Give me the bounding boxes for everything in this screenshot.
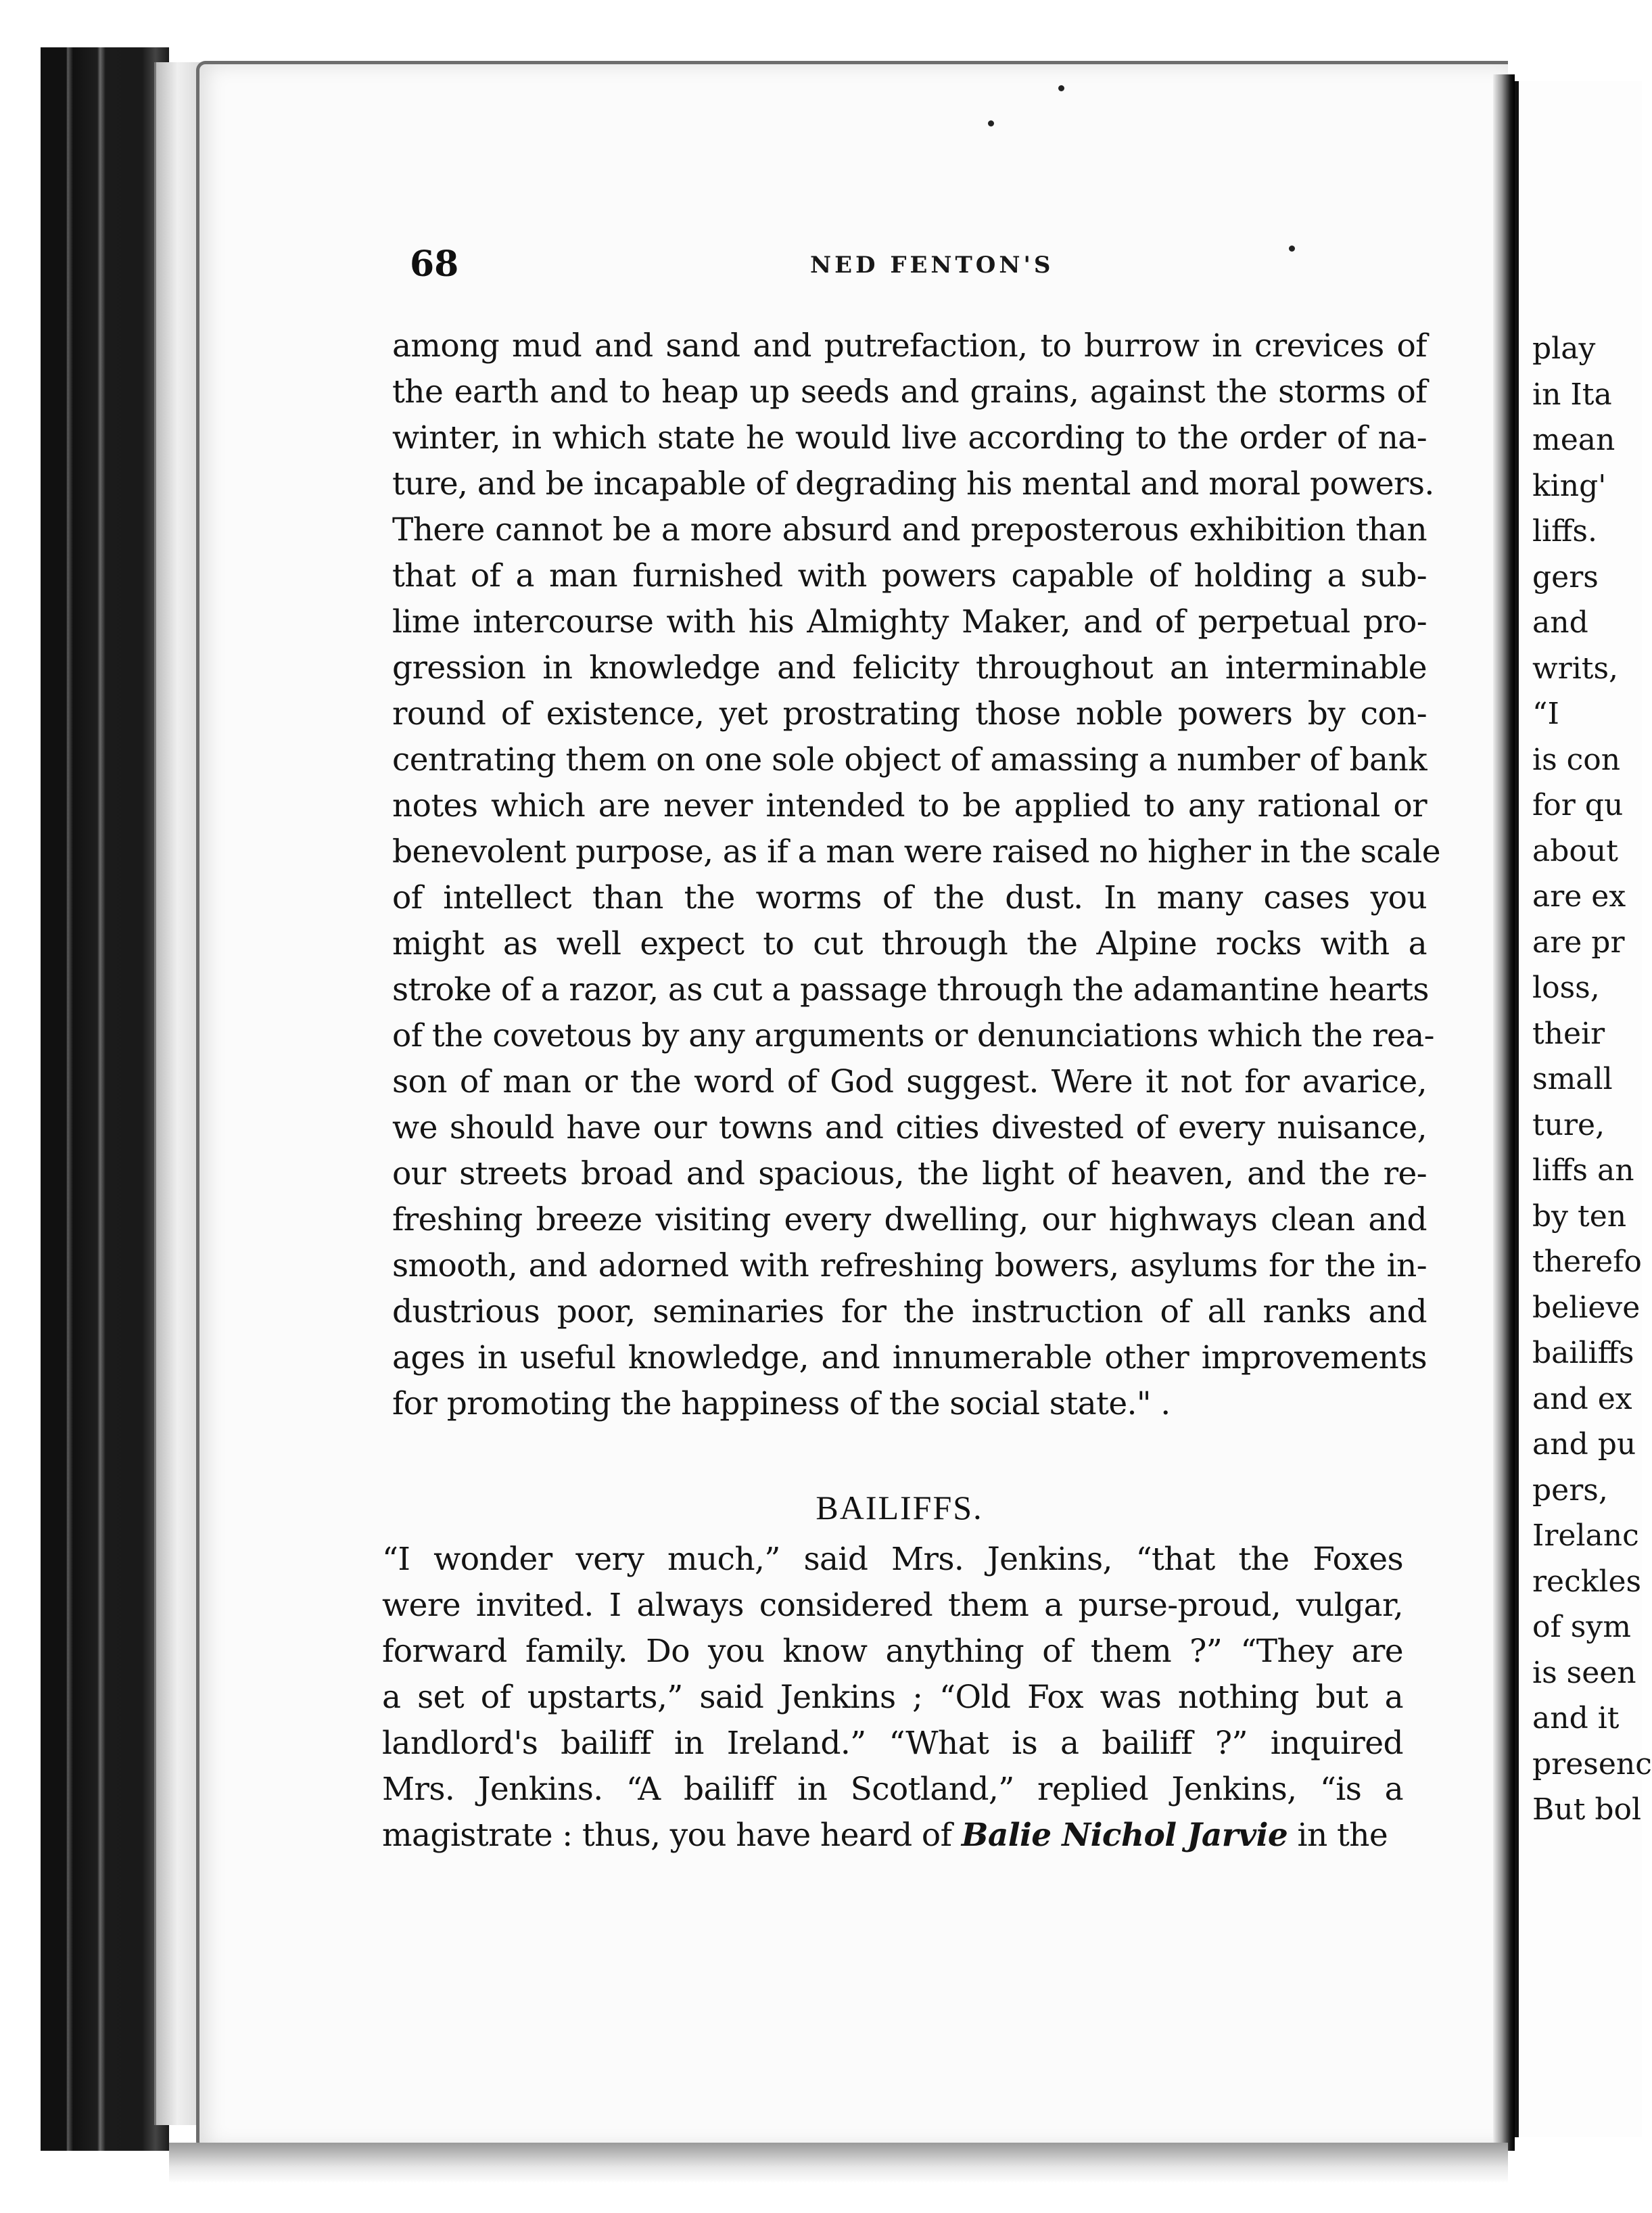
right-page-line: mean: [1532, 423, 1615, 457]
ink-speck: [1058, 85, 1064, 91]
right-page-line: believe: [1532, 1290, 1641, 1325]
running-head: NED FENTON'S: [810, 252, 1054, 279]
right-page-line: But bol: [1532, 1792, 1642, 1827]
text-line: were invited. I always considered them a purse-proud, vulgar,: [382, 1587, 1403, 1624]
text-line: winter, in which state he would live according to the order of na-: [392, 419, 1427, 457]
text-line: of the covetous by any arguments or denunciations which the rea-: [392, 1017, 1434, 1054]
text-line: a set of upstarts,” said Jenkins ; “Old Fox was nothing but a: [382, 1679, 1403, 1716]
right-page-line: Irelanc: [1532, 1518, 1639, 1553]
right-page-line: of sym: [1532, 1610, 1631, 1644]
text-segment: in the: [1288, 1817, 1388, 1854]
text-line: There cannot be a more absurd and preposterous exhibition than: [392, 511, 1427, 549]
text-line: stroke of a razor, as cut a passage through the adamantine hearts: [392, 971, 1429, 1008]
right-page-line: small: [1532, 1062, 1613, 1096]
right-page-line: liffs.: [1532, 514, 1597, 549]
page-bottom-shadow: [169, 2143, 1508, 2183]
bailiffs-paragraph: [382, 1537, 1403, 1859]
right-page-line: and ex: [1532, 1381, 1632, 1416]
text-line: dustrious poor, seminaries for the instruction of all ranks and: [392, 1293, 1427, 1330]
right-page-line: “I: [1532, 697, 1559, 731]
text-line: Mrs. Jenkins. “A bailiff in Scotland,” replied Jenkins, “is a: [382, 1771, 1403, 1808]
text-line: “I wonder very much,” said Mrs. Jenkins, “that the Foxes: [382, 1541, 1403, 1578]
right-page-line: is con: [1532, 742, 1621, 777]
text-line: ages in useful knowledge, and innumerable other improvements: [392, 1339, 1427, 1376]
text-segment: magistrate : thus, you have heard of: [382, 1817, 962, 1854]
right-page-line: is seen: [1532, 1655, 1636, 1690]
text-line: the earth and to heap up seeds and grains, against the storms of: [392, 373, 1427, 411]
page-number: 68: [410, 243, 459, 285]
right-page-line: for qu: [1532, 788, 1624, 822]
right-page-line: about: [1532, 833, 1618, 868]
right-page-line: bailiffs: [1532, 1336, 1634, 1370]
text-line: our streets broad and spacious, the light of heaven, and the re-: [392, 1155, 1427, 1192]
text-line: might as well expect to cut through the Alpine rocks with a: [392, 925, 1427, 962]
right-page-line: pers,: [1532, 1472, 1608, 1508]
right-page-line: therefo: [1532, 1244, 1642, 1279]
right-page-line: writs,: [1532, 651, 1619, 686]
text-line: forward family. Do you know anything of them ?” “They are: [382, 1633, 1403, 1670]
right-page-line: and pu: [1532, 1427, 1636, 1462]
text-line: notes which are never intended to be applied to any rational or: [392, 787, 1427, 824]
text-line: that of a man furnished with powers capable of holding a sub-: [392, 557, 1427, 595]
text-line: lime intercourse with his Almighty Maker, and of perpetual pro-: [392, 603, 1427, 640]
right-page-line: liffs an: [1532, 1153, 1634, 1188]
ink-speck: [1289, 246, 1295, 252]
italic-name: Balie Nichol Jarvie: [961, 1817, 1288, 1854]
section-heading: BAILIFFS.: [816, 1489, 983, 1527]
text-line: ture, and be incapable of degrading his mental and moral powers.: [392, 465, 1434, 503]
right-page-line: their: [1532, 1016, 1605, 1051]
right-page-line: and it: [1532, 1701, 1620, 1736]
right-page: [1515, 81, 1652, 2137]
text-line: we should have our towns and cities divested of every nuisance,: [392, 1109, 1427, 1146]
text-line: round of existence, yet prostrating those noble powers by con-: [392, 695, 1427, 732]
body-text: [392, 323, 1441, 1427]
text-line: centrating them on one sole object of amassing a number of bank: [392, 741, 1427, 778]
right-page-line: play: [1532, 331, 1596, 366]
right-page-line: reckles: [1532, 1564, 1642, 1599]
text-line: of intellect than the worms of the dust. In many cases you: [392, 879, 1427, 916]
text-line: for promoting the happiness of the social state." .: [392, 1385, 1171, 1422]
text-line: gression in knowledge and felicity throughout an interminable: [392, 649, 1427, 686]
text-line: among mud and sand and putrefaction, to burrow in crevices of: [392, 327, 1427, 365]
right-page-line: loss,: [1532, 971, 1600, 1005]
text-line: smooth, and adorned with refreshing bowers, asylums for the in-: [392, 1247, 1427, 1284]
text-line: benevolent purpose, as if a man were raised no higher in the scale: [392, 833, 1441, 870]
right-page-line: are pr: [1532, 925, 1625, 960]
text-line: landlord's bailiff in Ireland.” “What is a bailiff ?” inquired: [382, 1725, 1403, 1762]
right-page-line: and: [1532, 605, 1588, 640]
right-page-line: presenc: [1532, 1746, 1652, 1781]
right-page-line: by ten: [1532, 1198, 1627, 1234]
right-page-line: king': [1532, 468, 1607, 503]
book-binding-spine: [41, 47, 169, 2151]
text-line: [382, 1813, 1403, 1859]
right-page-line: in Ita: [1532, 377, 1612, 412]
book-gutter: [1493, 74, 1515, 2151]
ink-speck: [988, 120, 994, 126]
text-line: son of man or the word of God suggest. Were it not for avarice,: [392, 1063, 1427, 1100]
right-page-text: [1532, 326, 1652, 1833]
right-page-line: gers: [1532, 559, 1599, 595]
right-page-line: ture,: [1532, 1107, 1605, 1142]
right-page-line: are ex: [1532, 879, 1626, 914]
text-line: freshing breeze visiting every dwelling, our highways clean and: [392, 1201, 1427, 1238]
